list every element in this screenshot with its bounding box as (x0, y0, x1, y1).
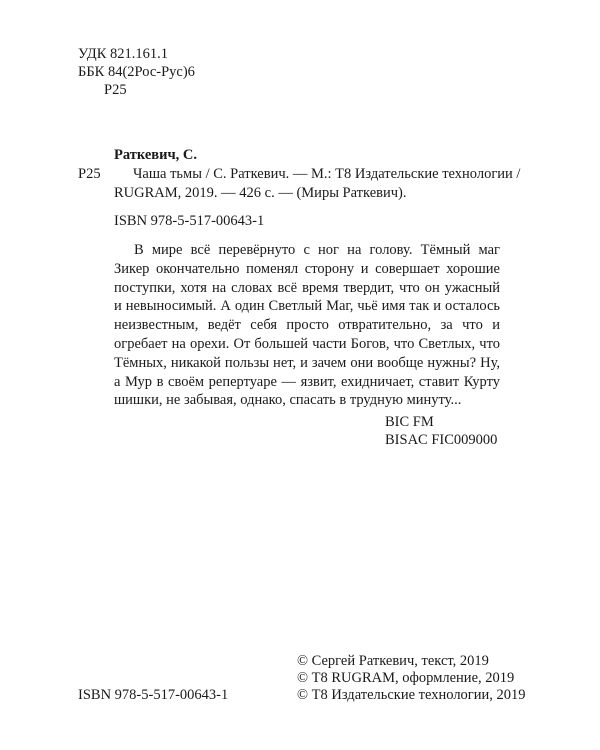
isbn-footer: ISBN 978-5-517-00643-1 (78, 687, 229, 703)
annotation-paragraph (114, 241, 500, 410)
annotation-line: и невыносимый. А один Светлый Маг, чьё имя так и осталось (114, 298, 500, 315)
copyright-design: © Т8 RUGRAM, оформление, 2019 (297, 670, 515, 686)
isbn-main: ISBN 978-5-517-00643-1 (114, 213, 265, 229)
author-heading: Раткевич, С. (114, 147, 197, 163)
copyright-publisher: © Т8 Издательские технологии, 2019 (297, 687, 526, 703)
annotation-line: шишки, не забывая, однако, спасать в трудную минуту... (114, 392, 462, 409)
annotation-line: огребает на орехи. От большей части Богов, что Светлых, что (114, 335, 500, 352)
bibliographic-line-1: Чаша тьмы / С. Раткевич. — М.: Т8 Издательские технологии / (133, 166, 521, 182)
annotation-line: а Мур в своём репертуаре — язвит, ехидничает, ставит Курту (114, 373, 500, 390)
annotation-line: В мире всё перевёрнуто с ног на голову. Тёмный маг (134, 242, 500, 258)
annotation-line: Тёмных, никакой пользы нет, и зачем они вообще нужны? Ну, (114, 354, 500, 371)
bbk-code: ББК 84(2Рос-Рус)6 (78, 64, 195, 80)
annotation-line: Зикер окончательно поменял сторону и совершает хорошие (114, 260, 500, 277)
udk-code: УДК 821.161.1 (78, 46, 168, 62)
author-mark-top: Р25 (104, 82, 127, 98)
author-mark: Р25 (78, 166, 101, 182)
bic-code: BIC FM (385, 414, 434, 430)
annotation-line: поступки, хотя на словах всё время твердит, что он ужасный (114, 279, 500, 296)
annotation-line: неизвестным, ведёт себя просто отвратительно, за что и (114, 317, 500, 334)
copyright-text: © Сергей Раткевич, текст, 2019 (297, 653, 489, 669)
bibliographic-line-2: RUGRAM, 2019. — 426 с. — (Миры Раткевич). (114, 185, 407, 201)
bisac-code: BISAC FIC009000 (385, 432, 498, 448)
